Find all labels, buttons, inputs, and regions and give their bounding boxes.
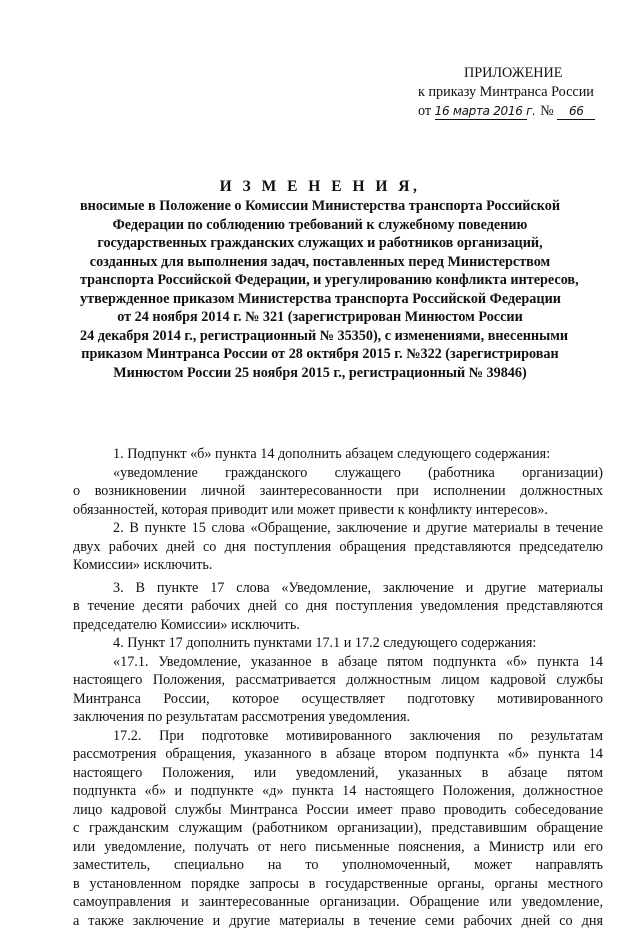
subtitle-line: Минюстом России 25 ноября 2015 г., регистрационный № 39846) [80,364,560,383]
text-line: самоуправления и заинтересованные организации. Обращение или уведомление, [73,893,603,912]
text-line: 17.2. При подготовке мотивированного заключения по результатам [73,727,603,746]
text-line: Минтранса России, которое осуществляет подготовку мотивированного [73,690,603,709]
paragraph-4 [73,634,603,653]
text-line: «17.1. Уведомление, указанное в абзаце пятом подпункта «б» пункта 14 [73,653,603,672]
subtitle-line: государственных гражданских служащих и работников организаций, [80,234,560,253]
appendix-date-line [418,102,618,121]
text-line: а также заключение и другие материалы в течение семи рабочих дней со дня [73,912,603,930]
document-title: И З М Е Н Е Н И Я, [0,178,640,196]
text-line: обязанностей, которая приводит или может привести к конфликту интересов». [73,501,603,520]
appendix-title: ПРИЛОЖЕНИЕ [418,64,618,83]
text-line: в течение десяти рабочих дней со дня поступления уведомления представляются [73,597,603,616]
paragraph-2 [73,519,603,575]
document-subtitle [80,197,560,382]
subtitle-line: от 24 ноября 2014 г. № 321 (зарегистрирован Минюстом России [80,308,560,327]
text-line: настоящего Положения, или уведомлений, указанных в абзаце пятом [73,764,603,783]
text-line: рассмотрения обращения, указанного в абзаце втором подпункта «б» пункта 14 [73,745,603,764]
paragraph-1 [73,445,603,519]
subtitle-line: созданных для выполнения задач, поставленных перед Министерством [80,253,560,272]
subtitle-line: вносимые в Положение о Комиссии Министерства транспорта Российской [80,197,560,216]
text-line: заключения по результатам рассмотрения уведомления. [73,708,603,727]
text-line: 2. В пункте 15 слова «Обращение, заключение и другие материалы в течение [73,519,603,538]
text-line: о возникновении личной заинтересованности при исполнении должностных [73,482,603,501]
subtitle-line: приказом Минтранса России от 28 октября 2015 г. №322 (зарегистрирован [80,345,560,364]
subtitle-line: транспорта Российской Федерации, и урегулированию конфликта интересов, [80,271,560,290]
text-line: или уведомление, получать от него письменные пояснения, а Министр или его [73,838,603,857]
subtitle-line: 24 декабря 2014 г., регистрационный № 35350), с изменениями, внесенными [80,327,560,346]
text-line: 3. В пункте 17 слова «Уведомление, заключение и другие материалы [73,579,603,598]
paragraph-5 [73,653,603,727]
text-line: подпункта «б» и подпункте «д» пункта 14 настоящего Положения, должностное [73,782,603,801]
text-line: 4. Пункт 17 дополнить пунктами 17.1 и 17.2 следующего содержания: [73,634,603,653]
text-line: с гражданским служащим (работником организации), представившим обращение [73,819,603,838]
paragraph-6 [73,727,603,930]
paragraph-3 [73,579,603,635]
text-line: «уведомление гражданского служащего (работника организации) [73,464,603,483]
subtitle-line: Федерации по соблюдению требований к служебному поведению [80,216,560,235]
subtitle-line: утвержденное приказом Министерства транспорта Российской Федерации [80,290,560,309]
number-prefix: № [540,103,554,119]
text-line: лицо кадровой службы Минтранса России имеет право проводить собеседование [73,801,603,820]
text-line: 1. Подпункт «б» пункта 14 дополнить абзацем следующего содержания: [73,445,603,464]
handwritten-date: 16 марта 2016 г. [435,104,527,120]
text-line: председателю Комиссии» исключить. [73,616,603,635]
text-line: двух рабочих дней со дня поступления обращения представляются председателю [73,538,603,557]
text-line: настоящего Положения, рассматривается должностным лицом кадровой службы [73,671,603,690]
date-prefix: от [418,103,431,119]
handwritten-number: 66 [557,104,595,120]
text-line: в установленном порядке запросы в государственные органы, органы местного [73,875,603,894]
text-line: Комиссии» исключить. [73,556,603,575]
text-line: заместитель, специально на то уполномоченный, может направлять [73,856,603,875]
appendix-order-line: к приказу Минтранса России [418,83,618,102]
document-body [73,445,603,930]
appendix-block [418,64,618,121]
